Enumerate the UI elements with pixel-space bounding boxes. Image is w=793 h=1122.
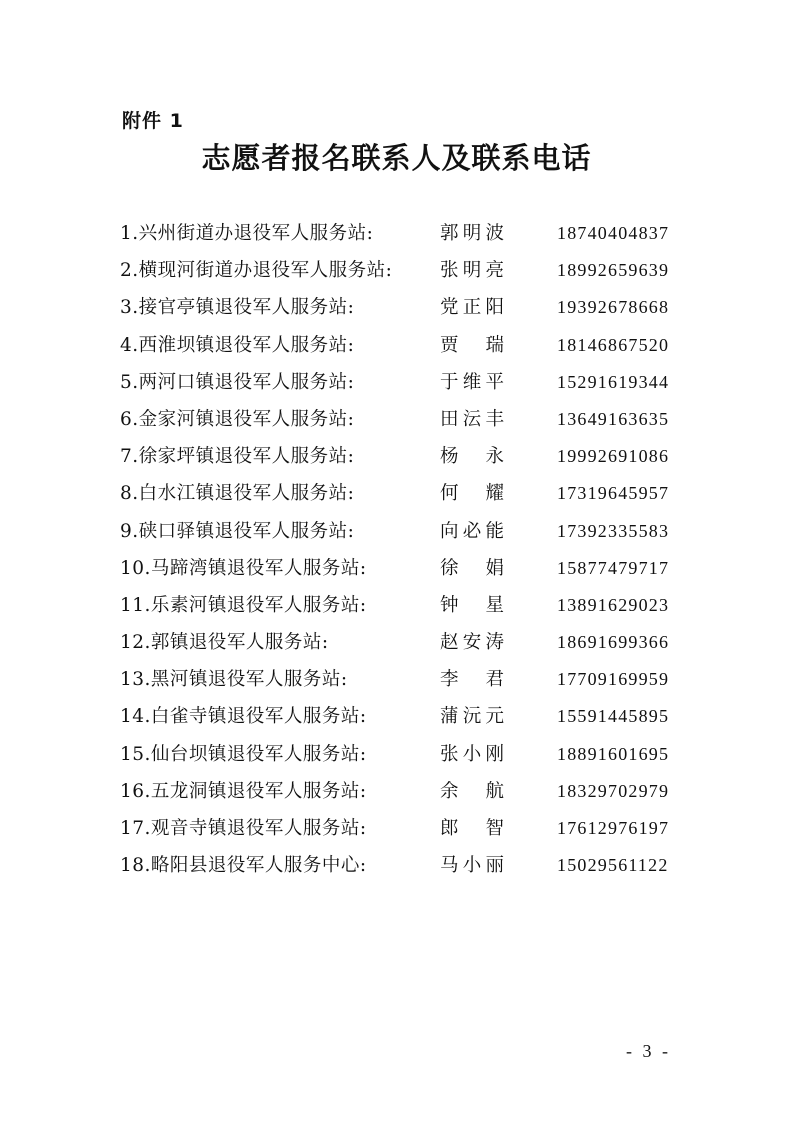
contact-row	[120, 587, 680, 624]
contact-person: 郎 智	[440, 818, 504, 839]
phone-number: 18146867520	[557, 334, 670, 355]
phone-number: 15029561122	[557, 855, 669, 876]
contact-row	[120, 661, 680, 698]
station-name: 15.仙台坝镇退役军人服务站:	[120, 743, 367, 765]
phone-number: 13649163635	[557, 408, 670, 429]
contact-person: 杨 永	[440, 446, 504, 468]
contact-person: 蒲沅元	[440, 706, 504, 728]
contact-person: 郭明波	[440, 223, 504, 244]
station-name: 8.白水江镇退役军人服务站:	[120, 483, 355, 505]
contact-person: 向必能	[440, 520, 504, 542]
station-name: 17.观音寺镇退役军人服务站:	[120, 818, 367, 839]
phone-number: 15877479717	[557, 557, 670, 578]
contact-row	[120, 810, 680, 847]
phone-number: 18329702979	[557, 780, 670, 801]
phone-number: 18891601695	[557, 743, 670, 764]
contact-list	[120, 215, 680, 884]
phone-number: 18992659639	[557, 260, 670, 281]
contact-person: 张小刚	[440, 743, 504, 765]
station-name: 7.徐家坪镇退役军人服务站:	[120, 446, 355, 468]
contact-row	[120, 624, 680, 661]
station-name: 3.接官亭镇退役军人服务站:	[120, 297, 355, 319]
contact-row	[120, 475, 680, 512]
contact-person: 马小丽	[440, 855, 504, 877]
contact-person: 贾 瑞	[440, 334, 504, 356]
contact-row	[120, 438, 680, 475]
phone-number: 17612976197	[557, 818, 670, 838]
contact-person: 徐 娟	[440, 557, 504, 579]
contact-row	[120, 289, 680, 326]
station-name: 6.金家河镇退役军人服务站:	[120, 408, 355, 430]
phone-number: 13891629023	[557, 594, 670, 615]
contact-row	[120, 252, 680, 289]
station-name: 14.白雀寺镇退役军人服务站:	[120, 706, 367, 728]
phone-number: 17709169959	[557, 669, 670, 690]
station-name: 18.略阳县退役军人服务中心:	[120, 855, 367, 877]
contact-row	[120, 773, 680, 810]
page-number: - 3 -	[626, 1041, 671, 1061]
contact-row	[120, 698, 680, 735]
contact-person: 于维平	[440, 371, 504, 393]
station-name: 9.硖口驿镇退役军人服务站:	[120, 520, 355, 542]
contact-row	[120, 550, 680, 587]
phone-number: 15291619344	[557, 371, 670, 392]
station-name: 12.郭镇退役军人服务站:	[120, 632, 329, 654]
contact-person: 李 君	[440, 669, 504, 691]
phone-number: 19992691086	[557, 446, 670, 467]
station-name: 11.乐素河镇退役军人服务站:	[120, 594, 367, 616]
station-name: 4.西淮坝镇退役军人服务站:	[120, 334, 355, 356]
phone-number: 17319645957	[557, 483, 670, 504]
contact-row	[120, 401, 680, 438]
phone-number: 15591445895	[557, 706, 670, 727]
contact-row	[120, 847, 680, 884]
station-name: 10.马蹄湾镇退役军人服务站:	[120, 557, 367, 579]
contact-row	[120, 736, 680, 773]
phone-number: 18691699366	[557, 632, 670, 653]
contact-person: 田沄丰	[440, 408, 504, 430]
phone-number: 18740404837	[557, 223, 670, 243]
contact-row	[120, 327, 680, 364]
phone-number: 19392678668	[557, 297, 670, 318]
attachment-label: 附件 1	[122, 110, 184, 132]
station-name: 1.兴州街道办退役军人服务站:	[120, 223, 374, 244]
station-name: 13.黑河镇退役军人服务站:	[120, 669, 348, 691]
station-name: 2.横现河街道办退役军人服务站:	[120, 260, 393, 282]
contact-person: 张明亮	[440, 260, 504, 282]
phone-number: 17392335583	[557, 520, 670, 541]
contact-person: 何 耀	[440, 483, 504, 505]
contact-person: 赵安涛	[440, 632, 504, 654]
contact-row	[120, 215, 680, 252]
contact-row	[120, 513, 680, 550]
contact-person: 党正阳	[440, 297, 504, 319]
contact-person: 钟 星	[440, 594, 504, 616]
contact-row	[120, 364, 680, 401]
contact-person: 余 航	[440, 780, 504, 802]
station-name: 5.两河口镇退役军人服务站:	[120, 371, 355, 393]
station-name: 16.五龙洞镇退役军人服务站:	[120, 780, 367, 802]
page-title: 志愿者报名联系人及联系电话	[201, 141, 592, 175]
